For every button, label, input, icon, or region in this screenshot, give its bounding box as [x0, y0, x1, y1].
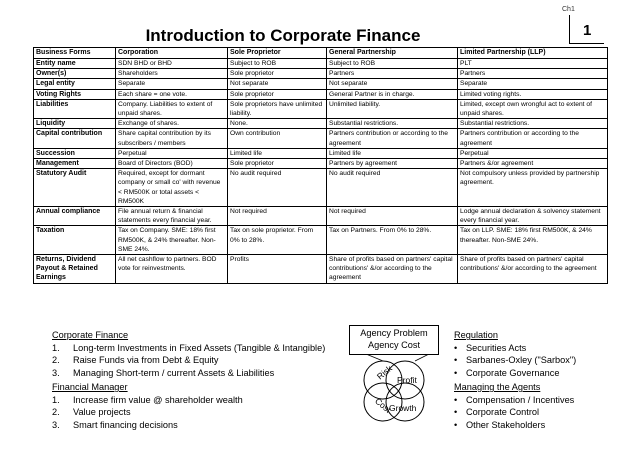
table-cell: Perpetual — [458, 148, 608, 158]
row-label: Annual compliance — [34, 207, 116, 226]
item-number: 3. — [52, 367, 60, 378]
table-row — [34, 255, 608, 284]
table-cell: All net cashflow to partners. BOD vote for reinvestments. — [116, 255, 228, 284]
table-cell: Not separate — [228, 79, 327, 89]
table-row — [34, 226, 608, 255]
table-cell: No audit required — [327, 169, 458, 207]
column-header: Corporation — [116, 48, 228, 59]
row-label: Voting Rights — [34, 89, 116, 99]
list-item — [52, 354, 352, 367]
regulation-list — [454, 342, 634, 380]
table-cell: Subject to ROB — [228, 59, 327, 69]
agency-problem-label: Agency Problem — [360, 328, 428, 338]
table-row — [34, 79, 608, 89]
table-cell: Partners contribution or according to the agreement — [327, 129, 458, 148]
row-label: Entity name — [34, 59, 116, 69]
table-cell: Partners — [458, 69, 608, 79]
table-cell: File annual return & financial statements every financial year. — [116, 207, 228, 226]
table-cell: Limited life — [228, 148, 327, 158]
table-cell: Limited, except own wrongful act to extent of unpaid shares. — [458, 99, 608, 118]
table-cell: Own contribution — [228, 129, 327, 148]
item-text: Long-term Investments in Fixed Assets (Tangible & Intangible) — [73, 342, 326, 353]
corporate-finance-heading: Corporate Finance — [52, 330, 129, 340]
table-cell: Perpetual — [116, 148, 228, 158]
bullet: • — [454, 355, 458, 366]
table-row — [34, 89, 608, 99]
row-label: Legal entity — [34, 79, 116, 89]
agency-cost-label: Agency Cost — [367, 339, 421, 350]
bullet: • — [454, 367, 458, 378]
venn-growth-label: Growth — [389, 403, 417, 413]
table-cell: Share of profits based on partners' capital contributions' &/or according to the agreement — [458, 255, 608, 284]
item-text: Sarbanes-Oxley ("Sarbox") — [466, 355, 577, 366]
item-text: Securities Acts — [466, 342, 527, 353]
item-text: Corporate Governance — [466, 367, 560, 378]
table-row — [34, 207, 608, 226]
table-cell: Limited voting rights. — [458, 89, 608, 99]
item-number: 1. — [52, 342, 60, 353]
agency-venn-diagram — [353, 354, 449, 426]
item-text: Increase firm value @ shareholder wealth — [73, 394, 243, 405]
table-cell: SDN BHD or BHD — [116, 59, 228, 69]
table-cell: PLT — [458, 59, 608, 69]
corporate-finance-list — [52, 342, 352, 380]
table-cell: Partners &/or agreement — [458, 159, 608, 169]
table-cell: Sole proprietor — [228, 69, 327, 79]
item-number: 1. — [52, 394, 60, 405]
table-cell: Not separate — [327, 79, 458, 89]
list-item — [454, 367, 634, 380]
row-label: Liabilities — [34, 99, 116, 118]
table-row — [34, 99, 608, 118]
list-item — [52, 394, 352, 407]
managing-agents-section — [454, 381, 634, 431]
financial-manager-section — [52, 381, 352, 431]
bullet: • — [454, 407, 458, 418]
managing-agents-list — [454, 394, 634, 432]
list-item — [52, 419, 352, 432]
table-cell: Not compulsory unless provided by partnership agreement. — [458, 169, 608, 207]
table-cell: Each share = one vote. — [116, 89, 228, 99]
table-cell: Partners by agreement — [327, 159, 458, 169]
table-cell: Partners contribution or according to the agreement — [458, 129, 608, 148]
item-text: Corporate Control — [466, 407, 540, 418]
table-cell: Share capital contribution by its subscribers / members — [116, 129, 228, 148]
table-cell: Share of profits based on partners' capital contributions' &/or according to the agreement — [327, 255, 458, 284]
list-item — [454, 354, 634, 367]
table-cell: Substantial restrictions. — [327, 119, 458, 129]
row-label: Returns, Dividend Payout & Retained Earnings — [34, 255, 116, 284]
item-number: 3. — [52, 419, 60, 430]
list-item — [454, 406, 634, 419]
table-cell: None. — [228, 119, 327, 129]
managing-agents-heading: Managing the Agents — [454, 382, 541, 392]
table-row — [34, 148, 608, 158]
connector-line — [366, 354, 383, 361]
list-item — [52, 342, 352, 355]
table-cell: Shareholders — [116, 69, 228, 79]
table-row — [34, 169, 608, 207]
column-header: Business Forms — [34, 48, 116, 59]
table-cell: Subject to ROB — [327, 59, 458, 69]
bullet: • — [454, 342, 458, 353]
table-cell: General Partner is in charge. — [327, 89, 458, 99]
table-cell: Tax on Partners. From 0% to 28%. — [327, 226, 458, 255]
table-row — [34, 69, 608, 79]
table-cell: Board of Directors (BOD) — [116, 159, 228, 169]
row-label: Owner(s) — [34, 69, 116, 79]
table-cell: Unlimited liability. — [327, 99, 458, 118]
item-text: Compensation / Incentives — [466, 394, 575, 405]
row-label: Statutory Audit — [34, 169, 116, 207]
venn-circle-growth — [386, 383, 424, 421]
table-cell: Separate — [116, 79, 228, 89]
bullet: • — [454, 394, 458, 405]
table-cell: Not required — [228, 207, 327, 226]
table-cell: Tax on sole proprietor. From 0% to 28%. — [228, 226, 327, 255]
table-cell: Not required — [327, 207, 458, 226]
table-cell: Required, except for dormant company or small co' with revenue < RM500K or total assets < RM500K — [116, 169, 228, 207]
bullet: • — [454, 419, 458, 430]
table-cell: Lodge annual declaration & solvency statement every financial year. — [458, 207, 608, 226]
item-text: Smart financing decisions — [73, 419, 178, 430]
table-row — [34, 129, 608, 148]
table-cell: Substantial restrictions. — [458, 119, 608, 129]
table-cell: Sole proprietor — [228, 159, 327, 169]
row-label: Taxation — [34, 226, 116, 255]
chapter-label: Ch1 — [562, 6, 575, 13]
regulation-heading: Regulation — [454, 330, 498, 340]
financial-manager-heading: Financial Manager — [52, 382, 128, 392]
item-text: Value projects — [73, 407, 131, 418]
table-row — [34, 59, 608, 69]
table-cell: Profits — [228, 255, 327, 284]
table-cell: Partners — [327, 69, 458, 79]
page-title: Introduction to Corporate Finance — [145, 26, 421, 45]
table-cell: Sole proprietors have unlimited liability. — [228, 99, 327, 118]
venn-cost-label: Cost — [373, 395, 393, 415]
page-number: 1 — [583, 22, 592, 39]
list-item — [454, 394, 634, 407]
item-text: Other Stakeholders — [466, 419, 546, 430]
item-number: 2. — [52, 407, 60, 418]
table-cell: Tax on Company. SME: 18% first RM500K, & 24% thereafter. Non-SME 24%. — [116, 226, 228, 255]
business-forms-table — [33, 47, 608, 284]
agency-problem-box — [349, 325, 439, 355]
row-label: Capital contribution — [34, 129, 116, 148]
table-row — [34, 159, 608, 169]
connector-line — [415, 354, 429, 361]
venn-risk-label: Risk — [374, 363, 394, 382]
item-number: 2. — [52, 355, 60, 366]
table-header-row — [34, 48, 608, 59]
table-row — [34, 119, 608, 129]
table-cell: No audit required — [228, 169, 327, 207]
table-cell: Tax on LLP. SME: 18% first RM500K, & 24% thereafter. Non-SME 24%. — [458, 226, 608, 255]
venn-profit-label: Profit — [397, 375, 417, 385]
corporate-finance-section — [52, 329, 352, 379]
row-label: Management — [34, 159, 116, 169]
table-cell: Company. Liabilities to extent of unpaid shares. — [116, 99, 228, 118]
column-header: Limited Partnership (LLP) — [458, 48, 608, 59]
table-cell: Separate — [458, 79, 608, 89]
row-label: Succession — [34, 148, 116, 158]
regulation-section — [454, 329, 634, 379]
list-item — [454, 419, 634, 432]
item-text: Managing Short-term / current Assets & Liabilities — [73, 367, 275, 378]
table-cell: Exchange of shares. — [116, 119, 228, 129]
column-header: General Partnership — [327, 48, 458, 59]
item-text: Raise Funds via from Debt & Equity — [73, 355, 219, 366]
list-item — [52, 406, 352, 419]
column-header: Sole Proprietor — [228, 48, 327, 59]
table-cell: Limited life — [327, 148, 458, 158]
table-cell: Sole proprietor — [228, 89, 327, 99]
list-item — [52, 367, 352, 380]
financial-manager-list — [52, 394, 352, 432]
row-label: Liquidity — [34, 119, 116, 129]
list-item — [454, 342, 634, 355]
